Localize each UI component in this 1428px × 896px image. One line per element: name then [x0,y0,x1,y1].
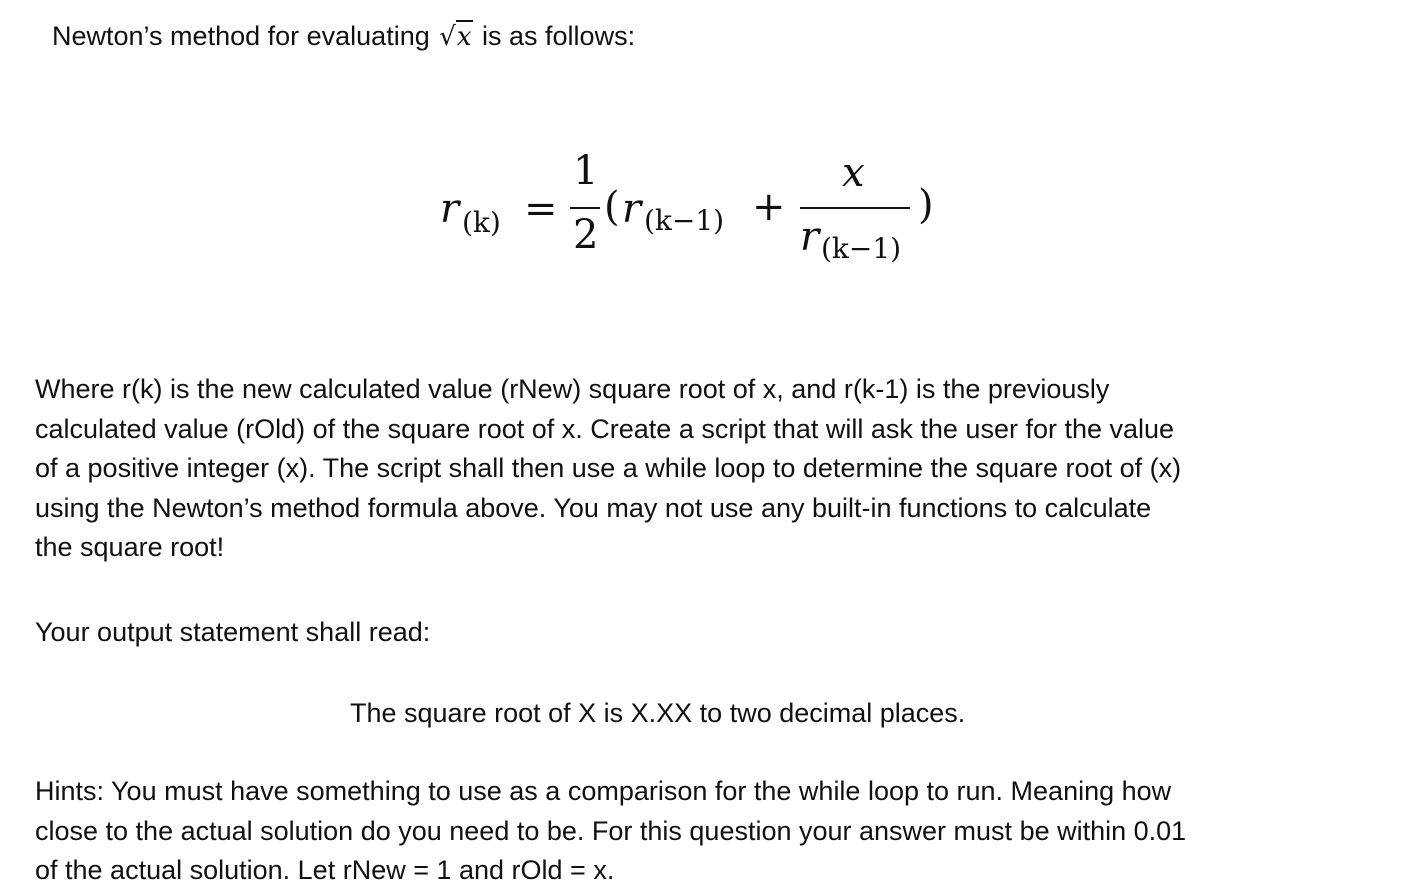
output-label-text: Your output statement shall read: [35,617,431,647]
close-parenthesis: ) [918,182,934,228]
intro-prefix: Newton’s method for evaluating [52,21,430,51]
hints-line: Hints: You must have something to use as a comparison for the while loop to run. Meaning how [35,776,1172,806]
description-line: of a positive integer (x). The script shall then use a while loop to determine the square root of (x) [35,453,1182,483]
description-paragraph [35,370,1405,568]
newton-formula [440,140,960,280]
hints-line: of the actual solution. Let rNew = 1 and rOld = x. [35,855,615,885]
equals-sign: = [524,186,558,232]
description-line: using the Newton’s method formula above. You may not use any built-in functions to calculate [35,492,1152,523]
description-line: calculated value (rOld) of the square root of x. Create a script that will ask the user for the value [35,413,1175,444]
fraction-denominator-subscript: (k−1) [821,232,902,265]
output-statement: The square root of X is X.XX to two decimal places. [350,698,966,728]
hints-line: close to the actual solution do you need to be. For this question your answer must be within 0.01 [35,815,1187,846]
hints-paragraph [35,772,1405,891]
half-numerator: 1 [573,148,599,194]
description-line: Where r(k) is the new calculated value (rNew) square root of x, and r(k-1) is the previously [35,374,1110,404]
open-parenthesis: ( [604,184,620,230]
intro-line [52,16,635,57]
half-denominator: 2 [573,212,599,258]
term-symbol: r [622,186,642,232]
lhs-subscript: (k) [462,206,501,239]
half-fraction-bar [570,207,600,209]
term-subscript: (k−1) [644,204,725,237]
lhs-symbol: r [440,186,460,232]
intro-suffix: is as follows: [482,21,636,51]
output-label [35,613,1405,653]
sqrt-expression [439,16,472,57]
description-line: the square root! [35,532,225,562]
plus-sign: + [752,184,786,230]
fraction-bar [800,207,910,209]
radical-sign: √ [439,22,456,52]
sqrt-argument: x [456,22,472,52]
fraction-denominator-symbol: r [800,214,820,260]
fraction-numerator: x [842,150,865,196]
